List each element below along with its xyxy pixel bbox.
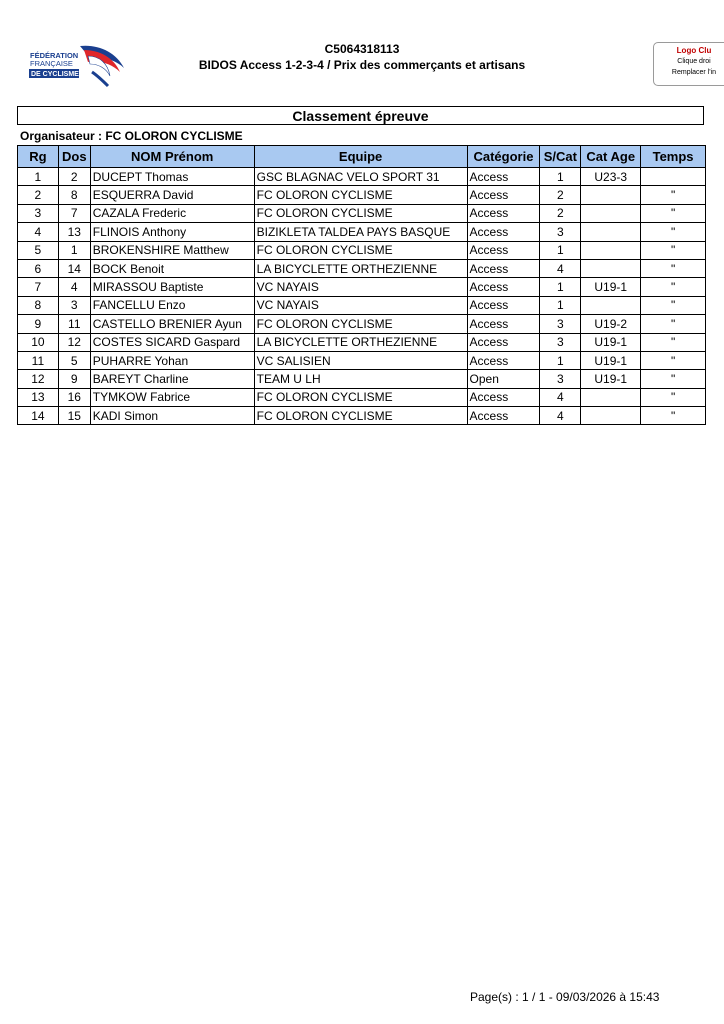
cell-dos: 2	[58, 168, 90, 186]
cell-temps: "	[641, 259, 706, 277]
cell-nom: KADI Simon	[90, 407, 254, 425]
cell-dos: 12	[58, 333, 90, 351]
cell-catage: U19-1	[581, 370, 641, 388]
cell-cat: Access	[467, 186, 540, 204]
cell-scat: 4	[540, 407, 581, 425]
cell-rg: 10	[18, 333, 59, 351]
col-header-scat: S/Cat	[540, 146, 581, 168]
cell-dos: 1	[58, 241, 90, 259]
cell-temps: "	[641, 204, 706, 222]
cell-equipe: FC OLORON CYCLISME	[254, 407, 467, 425]
col-header-temps: Temps	[641, 146, 706, 168]
club-logo-title: Logo Clu	[676, 46, 712, 55]
cell-catage	[581, 388, 641, 406]
club-logo-placeholder[interactable]	[653, 42, 724, 86]
cell-dos: 7	[58, 204, 90, 222]
cell-dos: 15	[58, 407, 90, 425]
cell-rg: 14	[18, 407, 59, 425]
table-row	[18, 259, 706, 277]
table-row	[18, 168, 706, 186]
cell-equipe: VC NAYAIS	[254, 278, 467, 296]
cell-dos: 4	[58, 278, 90, 296]
cell-scat: 1	[540, 241, 581, 259]
cell-equipe: VC NAYAIS	[254, 296, 467, 314]
cell-dos: 8	[58, 186, 90, 204]
cell-rg: 8	[18, 296, 59, 314]
cell-temps: "	[641, 315, 706, 333]
cell-scat: 2	[540, 204, 581, 222]
cell-rg: 7	[18, 278, 59, 296]
cell-nom: MIRASSOU Baptiste	[90, 278, 254, 296]
cell-cat: Access	[467, 407, 540, 425]
cell-cat: Access	[467, 333, 540, 351]
cell-nom: PUHARRE Yohan	[90, 351, 254, 369]
cell-dos: 9	[58, 370, 90, 388]
table-row	[18, 241, 706, 259]
classement-title: Classement épreuve	[17, 106, 704, 125]
cell-temps: "	[641, 223, 706, 241]
table-row	[18, 351, 706, 369]
cell-equipe: LA BICYCLETTE ORTHEZIENNE	[254, 333, 467, 351]
table-row	[18, 223, 706, 241]
cell-cat: Access	[467, 241, 540, 259]
cell-dos: 14	[58, 259, 90, 277]
cell-scat: 1	[540, 296, 581, 314]
cell-catage: U19-2	[581, 315, 641, 333]
cell-cat: Access	[467, 259, 540, 277]
cell-catage	[581, 259, 641, 277]
cell-equipe: FC OLORON CYCLISME	[254, 388, 467, 406]
cell-equipe: GSC BLAGNAC VELO SPORT 31	[254, 168, 467, 186]
cell-nom: DUCEPT Thomas	[90, 168, 254, 186]
cell-equipe: FC OLORON CYCLISME	[254, 315, 467, 333]
cell-temps: "	[641, 333, 706, 351]
cell-catage: U19-1	[581, 278, 641, 296]
cell-temps: "	[641, 278, 706, 296]
cell-rg: 11	[18, 351, 59, 369]
cell-catage	[581, 223, 641, 241]
cell-temps: "	[641, 241, 706, 259]
logo-line-1: FÉDÉRATION	[30, 51, 79, 60]
results-table	[17, 145, 706, 425]
cell-nom: BROKENSHIRE Matthew	[90, 241, 254, 259]
cell-cat: Access	[467, 351, 540, 369]
cell-cat: Access	[467, 388, 540, 406]
cell-equipe: FC OLORON CYCLISME	[254, 204, 467, 222]
cell-scat: 3	[540, 315, 581, 333]
col-header-equipe: Equipe	[254, 146, 467, 168]
cell-temps: "	[641, 370, 706, 388]
event-title: BIDOS Access 1-2-3-4 / Prix des commerçants et artisans	[198, 58, 526, 72]
cell-scat: 2	[540, 186, 581, 204]
cell-catage	[581, 241, 641, 259]
cell-scat: 1	[540, 278, 581, 296]
cell-rg: 4	[18, 223, 59, 241]
cell-rg: 13	[18, 388, 59, 406]
col-header-dos: Dos	[58, 146, 90, 168]
cell-temps: "	[641, 388, 706, 406]
cell-dos: 13	[58, 223, 90, 241]
cell-dos: 11	[58, 315, 90, 333]
club-logo-line-2: Remplacer l'in	[671, 69, 717, 76]
cell-temps: "	[641, 351, 706, 369]
cell-nom: TYMKOW Fabrice	[90, 388, 254, 406]
col-header-nom: NOM Prénom	[90, 146, 254, 168]
cell-scat: 1	[540, 351, 581, 369]
logo-line-2: FRANÇAISE	[30, 59, 73, 68]
cell-scat: 3	[540, 223, 581, 241]
cell-nom: CASTELLO BRENIER Ayun	[90, 315, 254, 333]
cell-cat: Access	[467, 296, 540, 314]
organisateur: Organisateur : FC OLORON CYCLISME	[20, 129, 243, 143]
table-row	[18, 186, 706, 204]
cell-catage: U19-1	[581, 351, 641, 369]
cell-nom: BOCK Benoit	[90, 259, 254, 277]
cell-cat: Access	[467, 278, 540, 296]
cell-cat: Access	[467, 204, 540, 222]
cell-cat: Access	[467, 315, 540, 333]
event-code: C5064318113	[324, 42, 400, 56]
cell-cat: Access	[467, 168, 540, 186]
cell-temps: "	[641, 186, 706, 204]
cell-temps	[641, 168, 706, 186]
logo-line-3: DE CYCLISME	[31, 71, 79, 78]
cell-catage	[581, 186, 641, 204]
cell-scat: 4	[540, 388, 581, 406]
cell-nom: FANCELLU Enzo	[90, 296, 254, 314]
table-row	[18, 333, 706, 351]
table-row	[18, 407, 706, 425]
cell-rg: 5	[18, 241, 59, 259]
cell-catage	[581, 204, 641, 222]
cell-scat: 4	[540, 259, 581, 277]
cell-nom: COSTES SICARD Gaspard	[90, 333, 254, 351]
table-row	[18, 278, 706, 296]
cell-temps: "	[641, 296, 706, 314]
col-header-catage: Cat Age	[581, 146, 641, 168]
cell-cat: Access	[467, 223, 540, 241]
cell-temps: "	[641, 407, 706, 425]
cell-dos: 3	[58, 296, 90, 314]
table-row	[18, 296, 706, 314]
cell-scat: 1	[540, 168, 581, 186]
cell-rg: 2	[18, 186, 59, 204]
cell-nom: CAZALA Frederic	[90, 204, 254, 222]
cell-rg: 1	[18, 168, 59, 186]
cell-rg: 3	[18, 204, 59, 222]
table-row	[18, 388, 706, 406]
page-footer: Page(s) : 1 / 1 - 09/03/2026 à 15:43	[470, 990, 660, 1004]
table-row	[18, 204, 706, 222]
cell-nom: BAREYT Charline	[90, 370, 254, 388]
cell-scat: 3	[540, 333, 581, 351]
cell-equipe: FC OLORON CYCLISME	[254, 241, 467, 259]
col-header-categorie: Catégorie	[467, 146, 540, 168]
cell-catage	[581, 407, 641, 425]
club-logo-line-1: Clique droi	[677, 58, 711, 65]
cell-dos: 5	[58, 351, 90, 369]
cell-equipe: BIZIKLETA TALDEA PAYS BASQUE	[254, 223, 467, 241]
table-row	[18, 370, 706, 388]
col-header-rg: Rg	[18, 146, 59, 168]
cell-cat: Open	[467, 370, 540, 388]
cell-nom: ESQUERRA David	[90, 186, 254, 204]
table-header-row	[18, 146, 706, 168]
cell-dos: 16	[58, 388, 90, 406]
table-row	[18, 315, 706, 333]
cell-rg: 9	[18, 315, 59, 333]
cell-nom: FLINOIS Anthony	[90, 223, 254, 241]
cell-equipe: VC SALISIEN	[254, 351, 467, 369]
cell-catage: U23-3	[581, 168, 641, 186]
cell-equipe: FC OLORON CYCLISME	[254, 186, 467, 204]
cell-equipe: TEAM U LH	[254, 370, 467, 388]
cell-catage: U19-1	[581, 333, 641, 351]
cell-rg: 6	[18, 259, 59, 277]
cell-rg: 12	[18, 370, 59, 388]
cell-catage	[581, 296, 641, 314]
cell-scat: 3	[540, 370, 581, 388]
cell-equipe: LA BICYCLETTE ORTHEZIENNE	[254, 259, 467, 277]
